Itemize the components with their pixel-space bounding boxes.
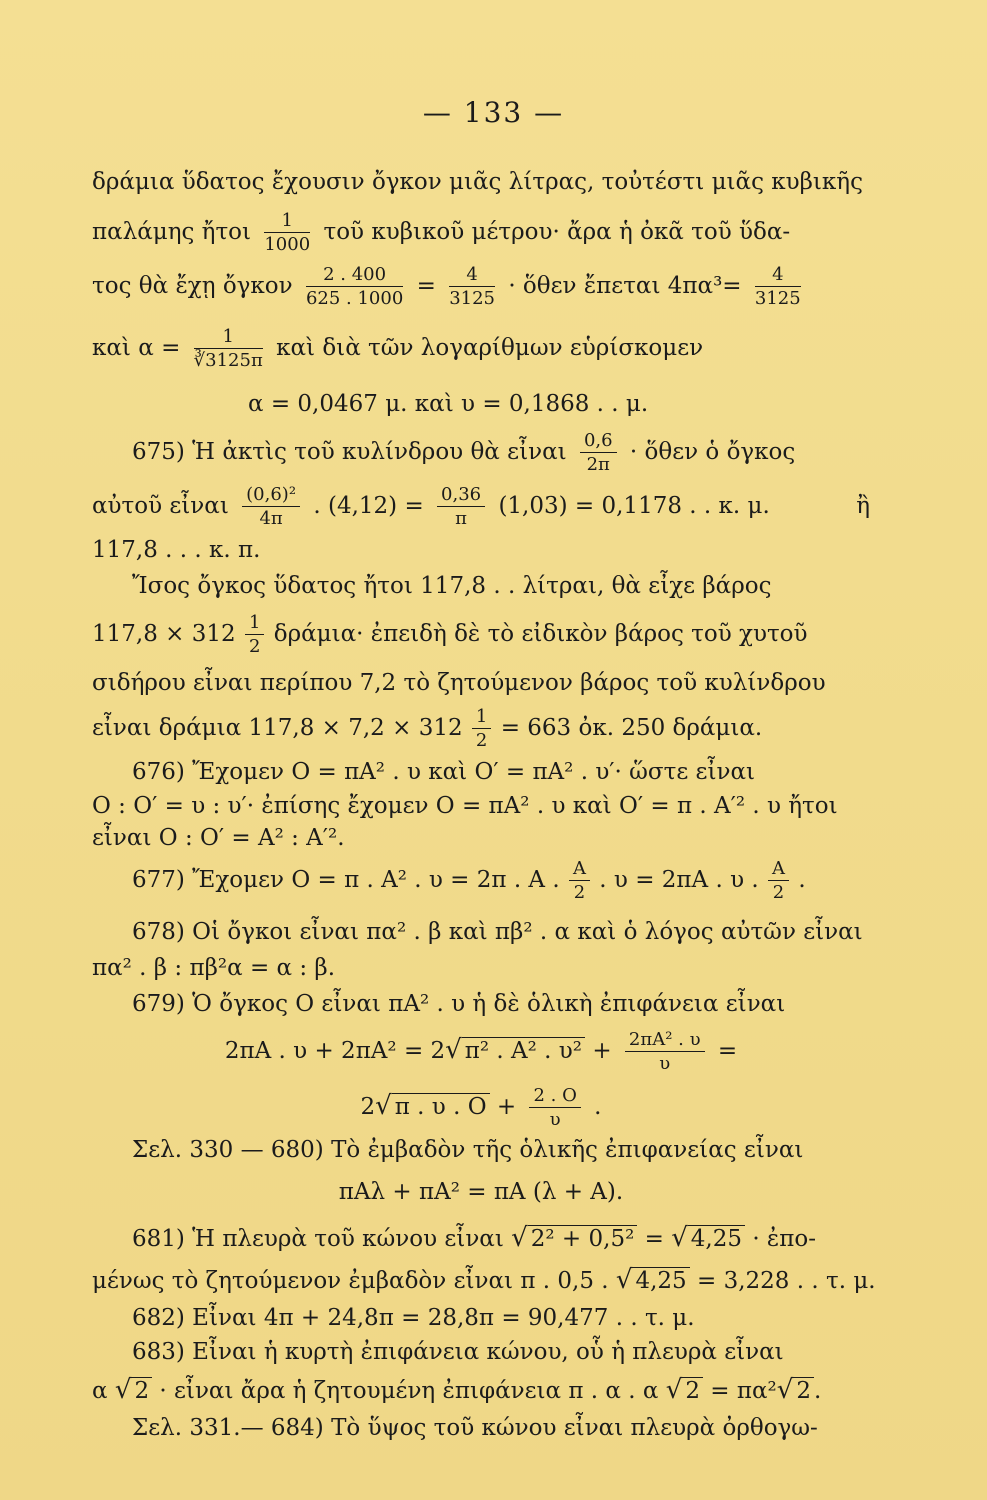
line-text: 682) Εἶναι 4π + 24,8π = 28,8π = 90,477 . . τ. μ. [132, 1305, 695, 1331]
line-text: 679) Ὁ ὄγκος Ο εἶναι πΑ² . υ ἡ δὲ ὁλικὴ ἐπιφάνεια εἶναι [132, 991, 786, 1017]
fraction: $\frac{1}{∛3125\pi}$ [193, 326, 263, 371]
line-text: 117,8 × 312 [92, 621, 236, 647]
text-line [92, 948, 870, 988]
line-text: εἶναι Ο : Ο′ = Α² : Α′². [92, 825, 345, 851]
text-line [132, 566, 870, 606]
fraction: $\frac{2 . 400}{625 . 1000}$ [305, 264, 404, 309]
line-text: Ο : Ο′ = υ : υ′· ἐπίσης ἔχομεν Ο = πΑ² . υ καὶ Ο′ = π . Α′² . υ ἤτοι [92, 793, 838, 819]
text-line [92, 530, 870, 570]
fraction: $\frac{4}{3125}$ [754, 264, 801, 309]
fraction: $\frac{0,36}{\pi}$ [437, 486, 485, 528]
line-text: καὶ διὰ τῶν λογαρίθμων εὑρίσκομεν [276, 335, 704, 361]
text-line [132, 984, 870, 1024]
fraction: $\frac{1}{2}$ [472, 708, 491, 750]
page-number: — 133 — [422, 96, 565, 129]
line-text: Σελ. 330 — 680) Τὸ ἐμβαδὸν τῆς ὁλικῆς ἐπιφανείας εἶναι [132, 1137, 804, 1163]
line-text: Σελ. 331.— 684) Τὸ ὕψος τοῦ κώνου εἶναι πλευρὰ ὀρθογω- [132, 1415, 818, 1441]
text-line [92, 818, 870, 858]
line-text: τοῦ κυβικοῦ μέτρου· ἄρα ἡ ὀκᾶ τοῦ ὕδα- [323, 219, 791, 245]
fraction: $\frac{A}{2}$ [569, 860, 590, 902]
line-text: μένως τὸ ζητούμενον ἐμβαδὸν εἶναι π . 0,5 . [92, 1268, 609, 1294]
text-line: αὐτοῦ εἶναι $\frac{\text{(0,6)²}}{4\pi}$ . (4,12) = $\frac{0,36}{\pi}$ (1,03) = 0,1178 . . κ. μ. ἢ [92, 484, 870, 529]
line-text: δράμια ὕδατος ἔχουσιν ὄγκον μιᾶς λίτρας, τοὐτέστι μιᾶς κυβικῆς [92, 169, 863, 195]
line-text: σιδήρου εἶναι περίπου 7,2 τὸ ζητούμενον βάρος τοῦ κυλίνδρου [92, 670, 826, 696]
equation-line: 2√ π . υ . Ο + $\frac{2 . O}{\upsilon}$ . [360, 1085, 602, 1130]
line-text: α = 0,0467 μ. καὶ υ = 0,1868 . . μ. [248, 391, 649, 417]
text-line [132, 430, 870, 475]
text-line [92, 612, 870, 657]
line-text: αὐτοῦ εἶναι [92, 493, 229, 519]
line-text: 677) Ἔχομεν Ο = π . Α² . υ = 2π . Α . [132, 867, 560, 893]
equation-line: πΑλ + πΑ² = πΑ (λ + Α). [338, 1179, 624, 1205]
line-text: · εἶναι ἄρα ἡ ζητουμένη ἐπιφάνεια π . α . α [159, 1378, 659, 1404]
text-line: 681) Ἡ πλευρὰ τοῦ κώνου εἶναι √ 2² + 0,5² = √ 4,25 · ἐπο- [132, 1223, 817, 1253]
text-line [92, 162, 870, 202]
line-text: 678) Οἱ ὄγκοι εἶναι πα² . β καὶ πβ² . α καὶ ὁ λόγος αὐτῶν εἶναι [132, 919, 863, 945]
text-line: μένως τὸ ζητούμενον ἐμβαδὸν εἶναι π . 0,5 . √ 4,25 = 3,228 . . τ. μ. [92, 1265, 876, 1295]
line-text: 681) Ἡ πλευρὰ τοῦ κώνου εἶναι [132, 1226, 504, 1252]
text-line [132, 1408, 870, 1448]
fraction: $\frac{A}{2}$ [768, 860, 789, 902]
text-line [92, 663, 870, 703]
line-text: 683) Εἶναι ἡ κυρτὴ ἐπιφάνεια κώνου, οὗ ἡ πλευρὰ εἶναι [132, 1339, 784, 1365]
text-line [132, 1332, 870, 1372]
line-text: καὶ α = [92, 335, 181, 361]
fraction: $\frac{1}{2}$ [245, 614, 264, 656]
line-text: · ὅθεν ὁ ὄγκος [629, 439, 796, 465]
text-line: τος θὰ ἔχῃ ὄγκον $\frac{2 . 400}{625 . 1000}$ = $\frac{4}{3125}$ · ὅθεν ἔπεται 4πα³= $\frac{4}{3125}$ [92, 264, 801, 309]
line-text: 117,8 . . . κ. π. [92, 537, 261, 563]
fraction: $\frac{\text{2πΑ² . υ}}{\upsilon}$ [625, 1031, 705, 1073]
text-line [92, 706, 870, 751]
text-line [132, 1130, 870, 1170]
text-line [92, 210, 870, 255]
line-text: πα² . β : πβ²α = α : β. [92, 955, 336, 981]
fraction: $\frac{4}{3125}$ [449, 264, 495, 309]
text-line [248, 384, 848, 424]
line-text: εἶναι δράμια 117,8 × 7,2 × 312 [92, 715, 463, 741]
fraction: $\frac{\text{(0,6)²}}{4\pi}$ [242, 486, 300, 528]
fraction: $\frac{0,6}{2\pi}$ [580, 432, 617, 474]
line-text: 676) Ἔχομεν Ο = πΑ² . υ καὶ Ο′ = πΑ² . υ′· ὥστε εἶναι [132, 759, 756, 785]
line-text: παλάμης ἤτοι [92, 219, 252, 245]
line-text: τος θὰ ἔχῃ ὄγκον [92, 273, 293, 299]
line-text: 675) Ἡ ἀκτὶς τοῦ κυλίνδρου θὰ εἶναι [132, 439, 567, 465]
text-line: α √ 2 · εἶναι ἄρα ἡ ζητουμένη ἐπιφάνεια π . α . α √ 2 = πα²√ 2 . [92, 1375, 822, 1405]
text-line [132, 912, 870, 952]
equation-line: 2πΑ . υ + 2πΑ² = 2√ π² . Α² . υ² + $\frac{\text{2πΑ² . υ}}{\upsilon}$ = [224, 1029, 738, 1074]
text-line: 677) Ἔχομεν Ο = π . Α² . υ = 2π . Α . $\frac{A}{2}$ . υ = 2πΑ . υ . $\frac{A}{2}$ . [132, 858, 806, 903]
line-text: δράμια· ἐπειδὴ δὲ τὸ εἰδικὸν βάρος τοῦ χυτοῦ [273, 621, 808, 647]
line-text: Ἴσος ὄγκος ὕδατος ἤτοι 117,8 . . λίτραι, θὰ εἶχε βάρος [132, 573, 772, 599]
line-text: = 663 ὀκ. 250 δράμια. [500, 715, 763, 741]
text-line [92, 326, 870, 371]
line-text: · ὅθεν ἔπεται 4πα³= [508, 273, 742, 299]
fraction: $\frac{1}{1000}$ [264, 210, 311, 255]
fraction: $\frac{2 . O}{\upsilon}$ [529, 1087, 580, 1129]
